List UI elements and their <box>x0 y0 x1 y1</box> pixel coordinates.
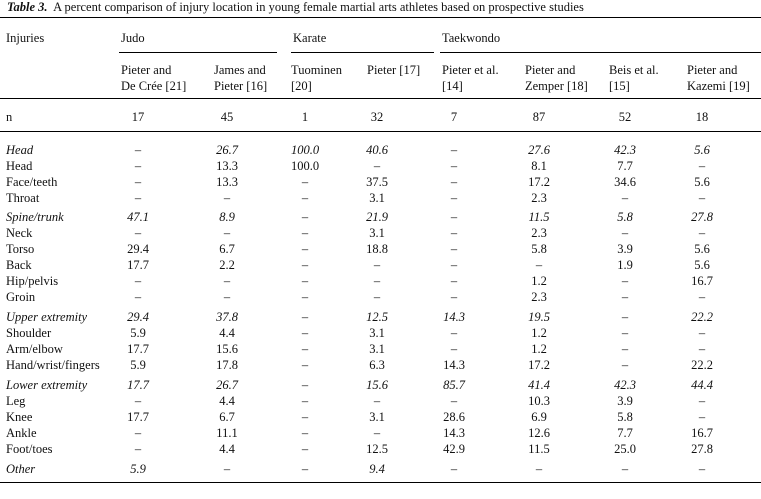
table-caption <box>7 0 584 15</box>
cell-12-7: – <box>698 342 706 356</box>
row-label-16: Knee <box>6 410 33 424</box>
group-judo: Judo <box>121 31 145 45</box>
cell-7-7: 5.6 <box>694 258 710 272</box>
row-label-4: Spine/trunk <box>6 210 64 224</box>
study-header-2-line-1: [20] <box>291 79 312 93</box>
injuries-header: Injuries <box>6 31 45 45</box>
cell-13-0: 5.9 <box>130 358 146 372</box>
cell-12-5: 1.2 <box>531 342 547 356</box>
cell-4-7: 27.8 <box>691 210 713 224</box>
cell-4-6: 5.8 <box>617 210 633 224</box>
row-label-12: Arm/elbow <box>6 342 63 356</box>
cell-10-6: – <box>621 310 629 324</box>
group-taekwondo: Taekwondo <box>442 31 501 45</box>
cell-8-0: – <box>134 274 142 288</box>
cell-6-5: 5.8 <box>531 242 547 256</box>
cell-11-3: 3.1 <box>369 326 385 340</box>
cell-0-3: 40.6 <box>366 143 388 157</box>
cell-1-0: – <box>134 159 142 173</box>
cell-19-5: – <box>535 462 543 476</box>
cell-15-0: – <box>134 394 142 408</box>
cell-16-2: – <box>301 410 309 424</box>
study-header-4-line-0: Pieter et al. <box>442 63 499 77</box>
cell-9-1: – <box>223 290 231 304</box>
row-label-8: Hip/pelvis <box>6 274 59 288</box>
row-label-17: Ankle <box>6 426 37 440</box>
cell-0-4: – <box>450 143 458 157</box>
cell-5-7: – <box>698 226 706 240</box>
cell-15-4: – <box>450 394 458 408</box>
cell-5-0: – <box>134 226 142 240</box>
cell-1-5: 8.1 <box>531 159 547 173</box>
judo-rule <box>119 52 277 53</box>
cell-2-0: – <box>134 175 142 189</box>
cell-15-2: – <box>301 394 309 408</box>
cell-17-3: – <box>373 426 381 440</box>
cell-3-4: – <box>450 191 458 205</box>
cell-19-6: – <box>621 462 629 476</box>
cell-4-1: 8.9 <box>219 210 235 224</box>
cell-5-4: – <box>450 226 458 240</box>
cell-5-1: – <box>223 226 231 240</box>
n-value-5: 87 <box>532 110 546 124</box>
cell-18-4: 42.9 <box>443 442 465 456</box>
cell-0-5: 27.6 <box>528 143 550 157</box>
row-label-1: Head <box>6 159 33 173</box>
cell-10-1: 37.8 <box>216 310 238 324</box>
row-label-7: Back <box>6 258 32 272</box>
caption-text: A percent comparison of injury location in young female martial arts athletes based on prospective studies <box>53 0 584 14</box>
cell-14-0: 17.7 <box>127 378 149 392</box>
n-value-4: 7 <box>450 110 458 124</box>
cell-0-1: 26.7 <box>216 143 238 157</box>
cell-0-6: 42.3 <box>614 143 636 157</box>
cell-18-1: 4.4 <box>219 442 235 456</box>
cell-15-5: 10.3 <box>528 394 550 408</box>
cell-6-4: – <box>450 242 458 256</box>
cell-5-6: – <box>621 226 629 240</box>
cell-11-4: – <box>450 326 458 340</box>
study-header-5-line-0: Pieter and <box>525 63 576 77</box>
cell-14-5: 41.4 <box>528 378 550 392</box>
cell-4-0: 47.1 <box>127 210 149 224</box>
n-value-0: 17 <box>131 110 145 124</box>
row-label-18: Foot/toes <box>6 442 53 456</box>
cell-3-2: – <box>301 191 309 205</box>
cell-1-6: 7.7 <box>617 159 633 173</box>
cell-2-3: 37.5 <box>366 175 388 189</box>
cell-13-6: – <box>621 358 629 372</box>
cell-11-6: – <box>621 326 629 340</box>
n-value-1: 45 <box>220 110 234 124</box>
cell-6-6: 3.9 <box>617 242 633 256</box>
caption-label: Table 3. <box>7 0 48 14</box>
cell-19-2: – <box>301 462 309 476</box>
n-label: n <box>6 110 13 124</box>
row-label-3: Throat <box>6 191 40 205</box>
cell-9-6: – <box>621 290 629 304</box>
header-rule <box>0 98 761 99</box>
cell-13-1: 17.8 <box>216 358 238 372</box>
cell-4-3: 21.9 <box>366 210 388 224</box>
cell-18-3: 12.5 <box>366 442 388 456</box>
cell-10-7: 22.2 <box>691 310 713 324</box>
cell-15-6: 3.9 <box>617 394 633 408</box>
row-label-11: Shoulder <box>6 326 52 340</box>
row-label-0: Head <box>6 143 34 157</box>
cell-5-3: 3.1 <box>369 226 385 240</box>
cell-17-4: 14.3 <box>443 426 465 440</box>
cell-5-2: – <box>301 226 309 240</box>
cell-8-7: 16.7 <box>691 274 713 288</box>
cell-2-6: 34.6 <box>614 175 636 189</box>
cell-8-3: – <box>373 274 381 288</box>
cell-1-3: – <box>373 159 381 173</box>
cell-12-6: – <box>621 342 629 356</box>
cell-10-5: 19.5 <box>528 310 550 324</box>
cell-13-7: 22.2 <box>691 358 713 372</box>
cell-2-1: 13.3 <box>216 175 238 189</box>
cell-18-2: – <box>301 442 309 456</box>
cell-15-3: – <box>373 394 381 408</box>
study-header-6-line-1: [15] <box>609 79 630 93</box>
study-header-0-line-0: Pieter and <box>121 63 172 77</box>
cell-0-7: 5.6 <box>694 143 710 157</box>
n-rule <box>0 131 761 132</box>
cell-17-7: 16.7 <box>691 426 713 440</box>
row-label-10: Upper extremity <box>6 310 88 324</box>
top-rule <box>0 17 761 18</box>
cell-15-7: – <box>698 394 706 408</box>
cell-9-2: – <box>301 290 309 304</box>
cell-2-7: 5.6 <box>694 175 710 189</box>
row-label-19: Other <box>6 462 36 476</box>
row-label-15: Leg <box>6 394 26 408</box>
cell-6-7: 5.6 <box>694 242 710 256</box>
cell-6-0: 29.4 <box>127 242 149 256</box>
study-header-6-line-0: Beis et al. <box>609 63 659 77</box>
cell-13-2: – <box>301 358 309 372</box>
cell-12-4: – <box>450 342 458 356</box>
cell-9-3: – <box>373 290 381 304</box>
cell-3-1: – <box>223 191 231 205</box>
cell-9-5: 2.3 <box>531 290 547 304</box>
karate-rule <box>291 52 434 53</box>
cell-9-4: – <box>450 290 458 304</box>
cell-12-3: 3.1 <box>369 342 385 356</box>
cell-18-0: – <box>134 442 142 456</box>
cell-13-3: 6.3 <box>369 358 385 372</box>
cell-1-4: – <box>450 159 458 173</box>
cell-8-1: – <box>223 274 231 288</box>
cell-10-0: 29.4 <box>127 310 149 324</box>
cell-11-2: – <box>301 326 309 340</box>
study-header-4-line-1: [14] <box>442 79 463 93</box>
cell-16-4: 28.6 <box>443 410 465 424</box>
cell-18-5: 11.5 <box>528 442 550 456</box>
cell-1-2: 100.0 <box>290 159 320 173</box>
cell-14-4: 85.7 <box>443 378 465 392</box>
cell-12-2: – <box>301 342 309 356</box>
study-header-1-line-1: Pieter [16] <box>214 79 268 93</box>
cell-19-3: 9.4 <box>369 462 385 476</box>
cell-2-2: – <box>301 175 309 189</box>
group-karate: Karate <box>293 31 327 45</box>
cell-16-1: 6.7 <box>219 410 235 424</box>
cell-14-6: 42.3 <box>614 378 636 392</box>
cell-3-7: – <box>698 191 706 205</box>
row-label-6: Torso <box>6 242 35 256</box>
cell-3-5: 2.3 <box>531 191 547 205</box>
cell-4-5: 11.5 <box>528 210 550 224</box>
taekwondo-rule <box>440 52 761 53</box>
n-value-2: 1 <box>301 110 309 124</box>
study-header-1-line-0: James and <box>214 63 266 77</box>
row-label-13: Hand/wrist/fingers <box>6 358 100 372</box>
cell-17-1: 11.1 <box>216 426 238 440</box>
cell-14-2: – <box>301 378 309 392</box>
cell-19-7: – <box>698 462 706 476</box>
cell-17-2: – <box>301 426 309 440</box>
cell-16-5: 6.9 <box>531 410 547 424</box>
cell-3-3: 3.1 <box>369 191 385 205</box>
row-label-2: Face/teeth <box>6 175 58 189</box>
n-value-6: 52 <box>618 110 632 124</box>
bottom-rule <box>0 482 761 483</box>
n-value-7: 18 <box>695 110 709 124</box>
cell-14-3: 15.6 <box>366 378 388 392</box>
cell-17-6: 7.7 <box>617 426 633 440</box>
cell-16-0: 17.7 <box>127 410 149 424</box>
cell-8-6: – <box>621 274 629 288</box>
cell-16-6: 5.8 <box>617 410 633 424</box>
row-label-5: Neck <box>6 226 33 240</box>
cell-0-2: 100.0 <box>290 143 320 157</box>
study-header-7-line-0: Pieter and <box>687 63 738 77</box>
cell-11-1: 4.4 <box>219 326 235 340</box>
cell-14-7: 44.4 <box>691 378 713 392</box>
study-header-3-line-0: Pieter [17] <box>367 63 421 77</box>
cell-18-7: 27.8 <box>691 442 713 456</box>
cell-14-1: 26.7 <box>216 378 238 392</box>
cell-7-0: 17.7 <box>127 258 149 272</box>
cell-1-7: – <box>698 159 706 173</box>
cell-13-5: 17.2 <box>528 358 550 372</box>
cell-13-4: 14.3 <box>443 358 465 372</box>
study-header-5-line-1: Zemper [18] <box>525 79 588 93</box>
cell-4-2: – <box>301 210 309 224</box>
n-value-3: 32 <box>370 110 384 124</box>
row-label-9: Groin <box>6 290 36 304</box>
cell-12-1: 15.6 <box>216 342 238 356</box>
cell-10-2: – <box>301 310 309 324</box>
cell-12-0: 17.7 <box>127 342 149 356</box>
cell-8-5: 1.2 <box>531 274 547 288</box>
cell-9-7: – <box>698 290 706 304</box>
cell-15-1: 4.4 <box>219 394 235 408</box>
study-header-7-line-1: Kazemi [19] <box>687 79 750 93</box>
cell-2-4: – <box>450 175 458 189</box>
row-label-14: Lower extremity <box>6 378 88 392</box>
cell-6-1: 6.7 <box>219 242 235 256</box>
cell-8-4: – <box>450 274 458 288</box>
cell-10-3: 12.5 <box>366 310 388 324</box>
cell-5-5: 2.3 <box>531 226 547 240</box>
cell-11-5: 1.2 <box>531 326 547 340</box>
cell-7-4: – <box>450 258 458 272</box>
cell-16-7: – <box>698 410 706 424</box>
cell-10-4: 14.3 <box>443 310 465 324</box>
study-header-0-line-1: De Crée [21] <box>121 79 187 93</box>
cell-19-1: – <box>223 462 231 476</box>
cell-1-1: 13.3 <box>216 159 238 173</box>
cell-4-4: – <box>450 210 458 224</box>
cell-6-3: 18.8 <box>366 242 388 256</box>
cell-9-0: – <box>134 290 142 304</box>
cell-7-3: – <box>373 258 381 272</box>
study-header-2-line-0: Tuominen <box>291 63 342 77</box>
cell-7-5: – <box>535 258 543 272</box>
cell-16-3: 3.1 <box>369 410 385 424</box>
cell-3-6: – <box>621 191 629 205</box>
cell-17-5: 12.6 <box>528 426 550 440</box>
cell-18-6: 25.0 <box>614 442 636 456</box>
cell-7-6: 1.9 <box>617 258 633 272</box>
cell-7-1: 2.2 <box>219 258 235 272</box>
cell-2-5: 17.2 <box>528 175 550 189</box>
cell-17-0: – <box>134 426 142 440</box>
cell-6-2: – <box>301 242 309 256</box>
cell-11-7: – <box>698 326 706 340</box>
cell-0-0: – <box>134 143 142 157</box>
cell-7-2: – <box>301 258 309 272</box>
cell-19-0: 5.9 <box>130 462 146 476</box>
cell-8-2: – <box>301 274 309 288</box>
cell-19-4: – <box>450 462 458 476</box>
cell-3-0: – <box>134 191 142 205</box>
cell-11-0: 5.9 <box>130 326 146 340</box>
